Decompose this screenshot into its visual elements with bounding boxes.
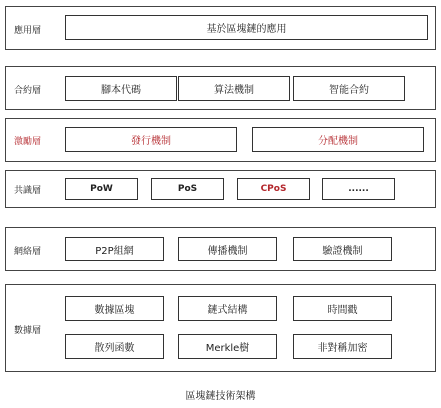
consensus-layer-label: 共識層 [14,186,42,196]
smart-contract-box: 智能合約 [293,76,405,101]
data-layer-label: 數據層 [14,326,42,336]
propagation-mechanism-box: 傳播機制 [178,237,277,261]
blockchain-applications-box: 基於區塊鏈的應用 [65,15,428,40]
hash-function-box: 散列函數 [65,334,164,359]
verification-mechanism-box: 驗證機制 [293,237,392,261]
algorithm-mechanism-box: 算法機制 [178,76,290,101]
data-block-box: 數據區塊 [65,296,164,321]
incentive-layer-label: 激勵層 [14,137,42,147]
timestamp-box: 時間戳 [293,296,392,321]
script-code-box: 腳本代碼 [65,76,177,101]
asymmetric-encryption-box: 非對稱加密 [293,334,392,359]
cpos-box: CPoS [237,178,310,200]
pow-box: PoW [65,178,138,200]
chain-structure-box: 鏈式結構 [178,296,277,321]
pos-box: PoS [151,178,224,200]
application-layer-label: 應用層 [14,26,42,36]
network-layer-label: 網絡層 [14,247,42,257]
issuance-mechanism-box: 發行機制 [65,127,237,152]
contract-layer-label: 合約層 [14,86,42,96]
more-consensus-box: ...... [322,178,395,200]
merkle-tree-box: Merkle樹 [178,334,277,359]
distribution-mechanism-box: 分配機制 [252,127,424,152]
p2p-network-box: P2P組網 [65,237,164,261]
diagram-caption: 區塊鏈技術架構 [185,391,256,402]
